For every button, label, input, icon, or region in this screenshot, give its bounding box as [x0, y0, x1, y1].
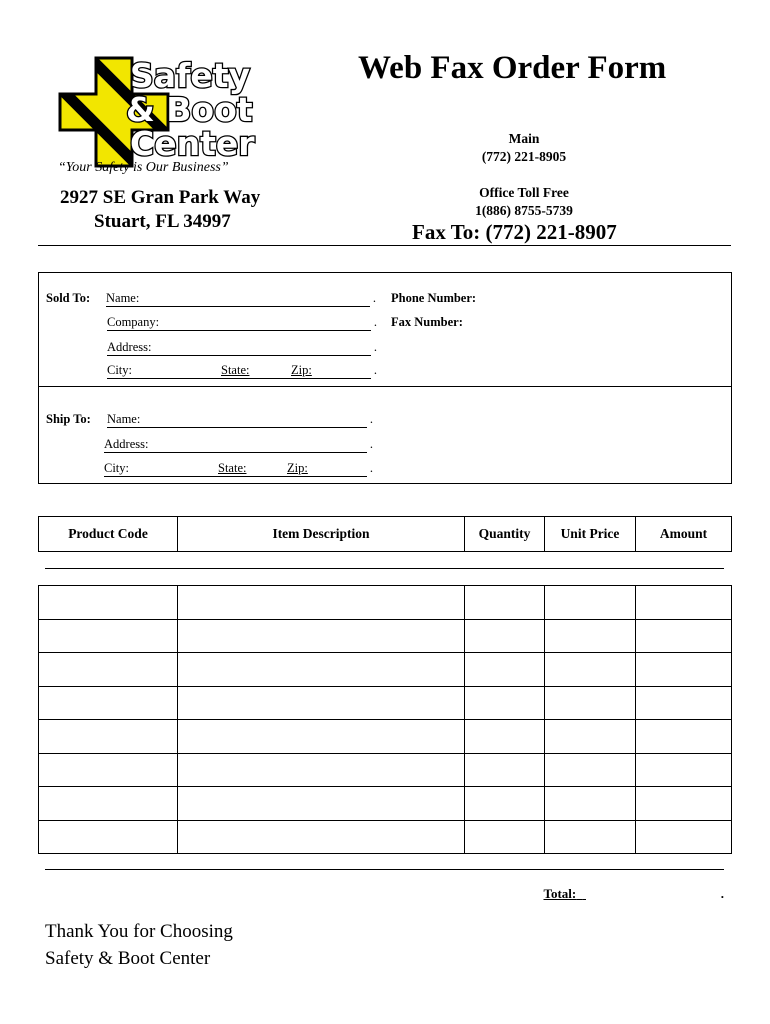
col-product-code: Product Code [39, 517, 178, 552]
product-code-cell[interactable] [39, 586, 178, 620]
thank-you-note [45, 918, 233, 972]
col-quantity: Quantity [465, 517, 545, 552]
main-phone: (772) 221-8905 [481, 149, 567, 164]
unit-price-cell[interactable] [545, 586, 636, 620]
ship-to-zip-label: Zip: [287, 461, 308, 475]
product-code-cell[interactable] [39, 787, 178, 821]
product-code-cell[interactable] [39, 653, 178, 687]
amount-cell[interactable] [636, 820, 732, 854]
item-description-cell[interactable] [178, 619, 465, 653]
address-city: Stuart, FL 34997 [94, 211, 231, 232]
main-label: Main [508, 131, 540, 146]
item-description-cell[interactable] [178, 720, 465, 754]
table-row [39, 720, 732, 754]
item-description-cell[interactable] [178, 586, 465, 620]
amount-cell[interactable] [636, 619, 732, 653]
order-table-header [38, 516, 732, 552]
amount-cell[interactable] [636, 787, 732, 821]
table-row [39, 753, 732, 787]
product-code-cell[interactable] [39, 753, 178, 787]
table-top-rule [45, 568, 724, 569]
item-description-cell[interactable] [178, 653, 465, 687]
ship-to-name-field[interactable]: Name: . [107, 412, 373, 429]
table-row [39, 787, 732, 821]
sold-to-company-field[interactable]: Company: . [107, 315, 377, 332]
unit-price-cell[interactable] [545, 820, 636, 854]
amount-cell[interactable] [636, 653, 732, 687]
amount-cell[interactable] [636, 586, 732, 620]
logo-line1: Safety [130, 56, 251, 95]
quantity-cell[interactable] [465, 586, 545, 620]
sold-to-zip-label: Zip: [291, 363, 312, 377]
table-row [39, 586, 732, 620]
sold-to-state-label: State: [221, 363, 250, 377]
unit-price-cell[interactable] [545, 686, 636, 720]
ship-to-city-state-zip-field[interactable]: City: . [104, 461, 373, 478]
quantity-cell[interactable] [465, 653, 545, 687]
quantity-cell[interactable] [465, 720, 545, 754]
quantity-cell[interactable] [465, 787, 545, 821]
sold-to-name-field[interactable]: Name: . [106, 291, 376, 308]
toll-free-contact [404, 184, 644, 220]
unit-price-cell[interactable] [545, 787, 636, 821]
unit-price-cell[interactable] [545, 720, 636, 754]
table-row [39, 619, 732, 653]
amount-cell[interactable] [636, 753, 732, 787]
product-code-cell[interactable] [39, 619, 178, 653]
product-code-cell[interactable] [39, 686, 178, 720]
thanks-line1: Thank You for Choosing [45, 921, 233, 942]
quantity-cell[interactable] [465, 686, 545, 720]
box-divider [38, 386, 732, 387]
thanks-line2: Safety & Boot Center [45, 948, 211, 969]
sold-to-label: Sold To: [46, 291, 91, 305]
logo-tagline: “Your Safety is Our Business” [58, 160, 229, 175]
company-logo [56, 54, 276, 174]
table-row [39, 686, 732, 720]
total-label: Total: [543, 886, 577, 901]
unit-price-cell[interactable] [545, 753, 636, 787]
product-code-cell[interactable] [39, 820, 178, 854]
quantity-cell[interactable] [465, 619, 545, 653]
logo-line2: & Boot [126, 90, 253, 129]
address-street: 2927 SE Gran Park Way [60, 187, 261, 208]
company-address [60, 186, 260, 234]
total-field[interactable]: Total: . [543, 886, 724, 901]
amount-cell[interactable] [636, 720, 732, 754]
col-amount: Amount [636, 517, 732, 552]
quantity-cell[interactable] [465, 820, 545, 854]
item-description-cell[interactable] [178, 787, 465, 821]
quantity-cell[interactable] [465, 753, 545, 787]
product-code-cell[interactable] [39, 720, 178, 754]
fax-number-label: Fax Number: [391, 315, 463, 329]
ship-to-state-label: State: [218, 461, 247, 475]
order-items-table [38, 585, 732, 854]
item-description-cell[interactable] [178, 686, 465, 720]
logo-line3: Center [130, 124, 255, 163]
fax-to: Fax To: (772) 221-8907 [412, 220, 617, 244]
toll-label: Office Toll Free [479, 185, 569, 200]
table-bottom-rule [45, 869, 724, 870]
col-item-description: Item Description [178, 517, 465, 552]
sold-to-address-field[interactable]: Address: . [107, 340, 377, 357]
main-contact [404, 130, 644, 166]
item-description-cell[interactable] [178, 820, 465, 854]
ship-to-address-field[interactable]: Address: . [104, 437, 373, 454]
unit-price-cell[interactable] [545, 653, 636, 687]
col-unit-price: Unit Price [545, 517, 636, 552]
unit-price-cell[interactable] [545, 619, 636, 653]
item-description-cell[interactable] [178, 753, 465, 787]
amount-cell[interactable] [636, 686, 732, 720]
table-row [39, 820, 732, 854]
toll-phone: 1(886) 8755-5739 [475, 203, 573, 218]
header-divider [38, 245, 731, 246]
phone-number-label: Phone Number: [391, 291, 477, 305]
ship-to-label: Ship To: [46, 412, 91, 426]
table-row [39, 653, 732, 687]
sold-to-city-state-zip-field[interactable]: City: . [107, 363, 377, 380]
page-title: Web Fax Order Form [358, 50, 667, 86]
